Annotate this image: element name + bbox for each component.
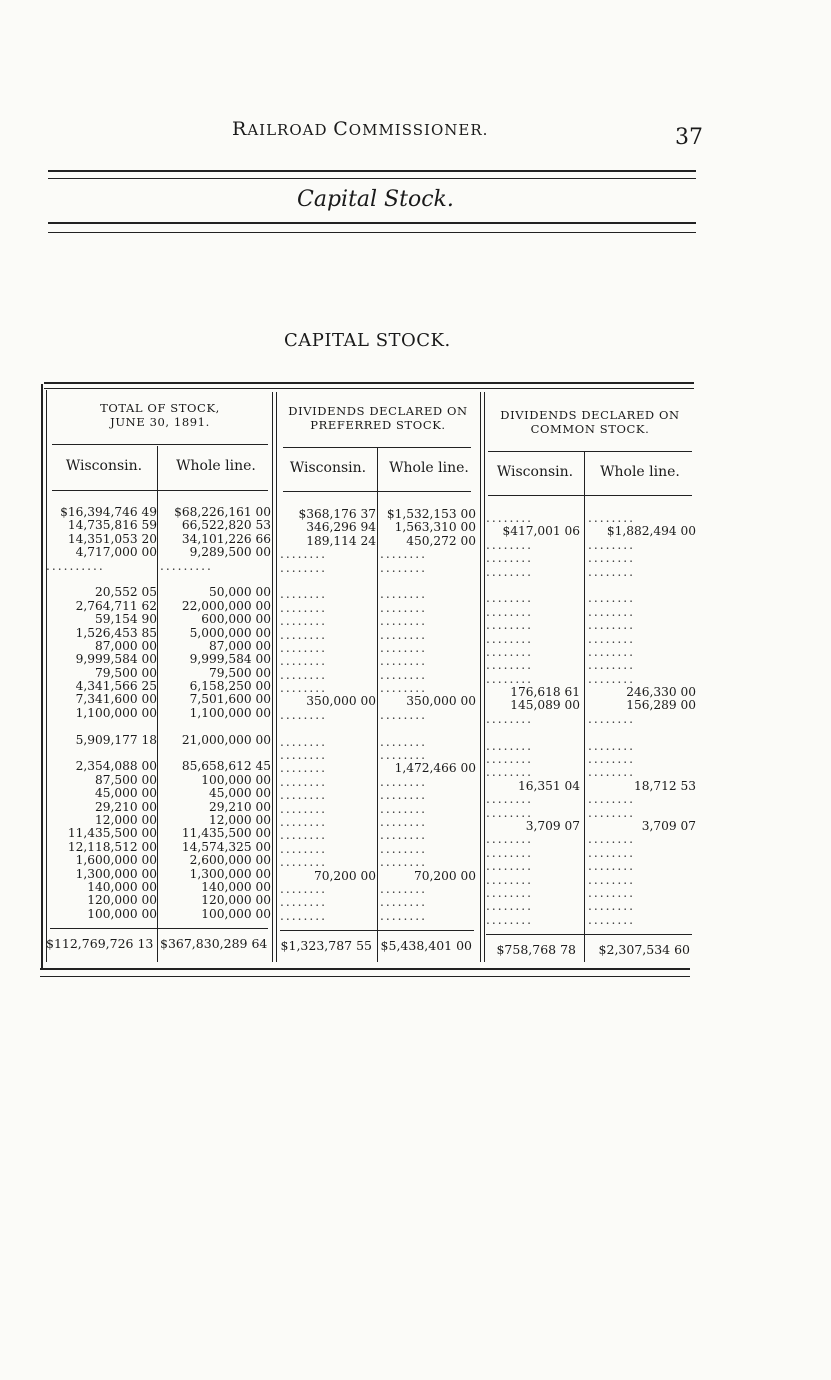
cell-c1-19: 2,354,088 00 [75, 759, 157, 774]
cell-c2-18 [160, 747, 271, 760]
cell-c6-14: 156,289 00 [626, 698, 696, 713]
top-rule [48, 170, 696, 172]
cell-c5-22: ........ [486, 805, 533, 820]
cell-c2-20: 100,000 00 [201, 772, 271, 787]
cell-c2-0: $68,226,161 00 [174, 505, 271, 519]
cell-c4-21: ........ [380, 788, 427, 803]
cell-c1-3: 4,717,000 00 [75, 545, 157, 560]
cell-c2-29: 120,000 00 [201, 893, 271, 908]
cell-c2-23: 12,000 00 [208, 812, 271, 827]
cell-c2-14: 7,501,600 00 [189, 692, 271, 707]
cell-c5-8: ........ [486, 618, 533, 633]
cell-c5-30: ........ [486, 912, 533, 927]
cell-c1-2: 14,351,053 20 [67, 531, 157, 546]
cell-c3-26: ........ [280, 855, 327, 870]
cell-c6-18: ........ [588, 752, 635, 767]
cell-c1-24: 11,435,500 00 [67, 826, 157, 841]
cell-c3-30: ........ [280, 908, 327, 923]
cell-c5-2: ........ [486, 537, 533, 552]
cell-c1-6: 20,552 05 [94, 585, 157, 600]
cell-c5-14: 145,089 00 [510, 698, 580, 713]
cell-c3-16 [280, 722, 376, 735]
cell-c3-15: ........ [280, 707, 327, 722]
cell-c2-9: 5,000,000 00 [189, 625, 271, 640]
cell-c3-0: $368,176 37 [298, 507, 376, 521]
cell-c2-8: 600,000 00 [201, 612, 271, 627]
cell-c5-0: ........ [486, 511, 533, 525]
cell-c5-10: ........ [486, 644, 533, 659]
cell-c3-5 [280, 575, 376, 588]
cell-c3-28: ........ [280, 881, 327, 896]
column-total-whole-line [160, 506, 271, 921]
cell-c5-6: ........ [486, 591, 533, 606]
group-heading-total-stock: TOTAL OF STOCK, JUNE 30, 1891. [100, 401, 220, 429]
cell-c4-29: ........ [380, 895, 427, 910]
total-wisconsin-preferred: $1,323,787 55 [280, 938, 372, 953]
column-total-wisconsin [46, 506, 157, 921]
cell-c2-25: 14,574,325 00 [181, 839, 271, 854]
cell-c3-29: ........ [280, 895, 327, 910]
cell-c6-27: ........ [588, 872, 635, 887]
cell-c1-8: 59,154 90 [94, 612, 157, 627]
cell-c3-3: ........ [280, 547, 327, 562]
cell-c6-10: ........ [588, 644, 635, 659]
cell-c1-9: 1,526,453 85 [75, 625, 157, 640]
total-wisconsin-common: $758,768 78 [496, 942, 576, 957]
column-common-whole-line [588, 512, 696, 927]
cell-c2-4: ......... [160, 558, 213, 573]
cell-c2-1: 66,522,820 53 [181, 518, 271, 533]
cell-c4-11: ........ [380, 654, 427, 669]
cell-c5-21: ........ [486, 792, 533, 807]
cell-c1-30: 100,000 00 [87, 906, 157, 921]
cell-c5-29: ........ [486, 899, 533, 914]
cell-c1-25: 12,118,512 00 [67, 839, 157, 854]
cell-c3-17: ........ [280, 734, 327, 749]
cell-c4-8: ........ [380, 614, 427, 629]
cell-c3-8: ........ [280, 614, 327, 629]
cell-c4-13: ........ [380, 681, 427, 696]
cell-c2-22: 29,210 00 [208, 799, 271, 814]
cell-c2-2: 34,101,226 66 [181, 531, 271, 546]
page-number: 37 [675, 125, 703, 150]
total-whole-line-stock: $367,830,289 64 [160, 936, 268, 951]
cell-c2-13: 6,158,250 00 [189, 679, 271, 694]
cell-c6-29: ........ [588, 899, 635, 914]
cell-c2-10: 87,000 00 [208, 638, 271, 653]
cell-c6-23: 3,709 07 [641, 818, 696, 833]
cell-c6-17: ........ [588, 738, 635, 753]
running-head-title: RAILROAD COMMISSIONER. [232, 118, 489, 140]
cell-c6-30: ........ [588, 912, 635, 927]
cell-c2-12: 79,500 00 [208, 665, 271, 680]
cell-c4-5 [380, 575, 476, 588]
cell-c3-7: ........ [280, 600, 327, 615]
cell-c1-4: .......... [46, 558, 105, 573]
cell-c1-18 [46, 747, 157, 760]
section-rule [48, 222, 696, 224]
cell-c2-11: 9,999,584 00 [189, 652, 271, 667]
cell-c3-13: ........ [280, 681, 327, 696]
cell-c5-28: ........ [486, 885, 533, 900]
table-title: CAPITAL STOCK. [284, 330, 451, 351]
cell-c4-17: ........ [380, 734, 427, 749]
cell-c1-15: 1,100,000 00 [75, 705, 157, 720]
cell-c5-16 [486, 726, 580, 739]
cell-c3-22: ........ [280, 801, 327, 816]
cell-c6-0: ........ [588, 511, 635, 525]
cell-c4-19: 1,472,466 00 [394, 761, 476, 776]
cell-c5-12: ........ [486, 671, 533, 686]
cell-c1-5 [46, 573, 157, 586]
total-wisconsin-stock: $112,769,726 13 [46, 936, 154, 951]
cell-c6-7: ........ [588, 604, 635, 619]
cell-c4-28: ........ [380, 881, 427, 896]
cell-c4-23: ........ [380, 814, 427, 829]
cell-c4-20: ........ [380, 774, 427, 789]
cell-c2-6: 50,000 00 [208, 585, 271, 600]
cell-c3-4: ........ [280, 560, 327, 575]
cell-c5-13: 176,618 61 [510, 685, 580, 700]
cell-c1-14: 7,341,600 00 [75, 692, 157, 707]
cell-c5-17: ........ [486, 738, 533, 753]
cell-c4-4: ........ [380, 560, 427, 575]
cell-c1-22: 29,210 00 [94, 799, 157, 814]
top-rule-thin [48, 178, 696, 179]
cell-c5-4: ........ [486, 564, 533, 579]
cell-c4-12: ........ [380, 667, 427, 682]
cell-c2-21: 45,000 00 [208, 786, 271, 801]
cell-c1-17: 5,909,177 18 [75, 732, 157, 747]
cell-c6-13: 246,330 00 [626, 685, 696, 700]
cell-c6-2: ........ [588, 537, 635, 552]
cell-c6-22: ........ [588, 805, 635, 820]
cell-c4-2: 450,272 00 [406, 533, 476, 548]
cell-c1-20: 87,500 00 [94, 772, 157, 787]
cell-c3-19: ........ [280, 761, 327, 776]
cell-c5-27: ........ [486, 872, 533, 887]
cell-c4-26: ........ [380, 855, 427, 870]
cell-c4-6: ........ [380, 587, 427, 602]
cell-c4-14: 350,000 00 [406, 694, 476, 709]
cell-c3-27: 70,200 00 [313, 868, 376, 883]
section-rule-thin [48, 232, 696, 233]
cell-c1-29: 120,000 00 [87, 893, 157, 908]
cell-c6-3: ........ [588, 551, 635, 566]
cell-c5-9: ........ [486, 631, 533, 646]
cell-c5-5 [486, 579, 580, 592]
cell-c2-16 [160, 720, 271, 733]
cell-c4-9: ........ [380, 627, 427, 642]
cell-c1-26: 1,600,000 00 [75, 853, 157, 868]
cell-c1-27: 1,300,000 00 [75, 866, 157, 881]
cell-c5-20: 16,351 04 [517, 778, 580, 793]
cell-c5-25: ........ [486, 845, 533, 860]
cell-c2-27: 1,300,000 00 [189, 866, 271, 881]
subhead-whole-line-preferred: Whole line. [389, 460, 469, 476]
cell-c6-11: ........ [588, 658, 635, 673]
subhead-whole-line-common: Whole line. [600, 464, 680, 480]
cell-c6-1: $1,882,494 00 [606, 524, 696, 539]
cell-c2-7: 22,000,000 00 [181, 598, 271, 613]
cell-c4-24: ........ [380, 828, 427, 843]
cell-c5-15: ........ [486, 711, 533, 726]
cell-c3-24: ........ [280, 828, 327, 843]
cell-c3-10: ........ [280, 640, 327, 655]
cell-c3-1: 346,296 94 [306, 520, 376, 535]
cell-c3-21: ........ [280, 788, 327, 803]
cell-c6-19: ........ [588, 765, 635, 780]
cell-c3-11: ........ [280, 654, 327, 669]
cell-c6-6: ........ [588, 591, 635, 606]
cell-c6-24: ........ [588, 832, 635, 847]
cell-c6-4: ........ [588, 564, 635, 579]
cell-c3-14: 350,000 00 [306, 694, 376, 709]
cell-c4-3: ........ [380, 547, 427, 562]
cell-c1-7: 2,764,711 62 [75, 598, 157, 613]
cell-c1-11: 9,999,584 00 [75, 652, 157, 667]
cell-c6-16 [588, 726, 696, 739]
cell-c4-22: ........ [380, 801, 427, 816]
cell-c4-16 [380, 722, 476, 735]
cell-c4-1: 1,563,310 00 [394, 520, 476, 535]
cell-c5-1: $417,001 06 [502, 524, 580, 539]
cell-c6-15: ........ [588, 711, 635, 726]
cell-c5-3: ........ [486, 551, 533, 566]
cell-c1-13: 4,341,566 25 [75, 679, 157, 694]
section-title: Capital Stock. [297, 187, 454, 212]
cell-c5-24: ........ [486, 832, 533, 847]
cell-c6-28: ........ [588, 885, 635, 900]
total-whole-line-common: $2,307,534 60 [598, 942, 690, 957]
cell-c5-18: ........ [486, 752, 533, 767]
subhead-whole-line-total: Whole line. [176, 458, 256, 474]
group-heading-preferred-dividends: DIVIDENDS DECLARED ON PREFERRED STOCK. [288, 404, 468, 432]
subhead-wisconsin-total: Wisconsin. [65, 458, 143, 474]
cell-c5-7: ........ [486, 604, 533, 619]
cell-c2-30: 100,000 00 [201, 906, 271, 921]
cell-c4-27: 70,200 00 [413, 868, 476, 883]
cell-c5-26: ........ [486, 859, 533, 874]
column-preferred-whole-line [380, 508, 476, 923]
cell-c4-7: ........ [380, 600, 427, 615]
cell-c6-21: ........ [588, 792, 635, 807]
cell-c6-8: ........ [588, 618, 635, 633]
cell-c2-26: 2,600,000 00 [189, 853, 271, 868]
cell-c1-0: $16,394,746 49 [60, 505, 157, 519]
cell-c2-15: 1,100,000 00 [189, 705, 271, 720]
cell-c6-26: ........ [588, 859, 635, 874]
cell-c3-25: ........ [280, 841, 327, 856]
column-preferred-wisconsin [280, 508, 376, 923]
cell-c5-23: 3,709 07 [525, 818, 580, 833]
cell-c1-16 [46, 720, 157, 733]
cell-c3-2: 189,114 24 [306, 533, 376, 548]
cell-c4-25: ........ [380, 841, 427, 856]
cell-c2-3: 9,289,500 00 [189, 545, 271, 560]
cell-c6-12: ........ [588, 671, 635, 686]
total-whole-line-preferred: $5,438,401 00 [380, 938, 472, 953]
cell-c4-30: ........ [380, 908, 427, 923]
cell-c2-24: 11,435,500 00 [181, 826, 271, 841]
cell-c4-15: ........ [380, 707, 427, 722]
cell-c4-0: $1,532,153 00 [386, 507, 476, 521]
cell-c2-17: 21,000,000 00 [181, 732, 271, 747]
cell-c2-19: 85,658,612 45 [181, 759, 271, 774]
cell-c1-21: 45,000 00 [94, 786, 157, 801]
column-common-wisconsin [486, 512, 580, 927]
cell-c1-23: 12,000 00 [94, 812, 157, 827]
cell-c5-11: ........ [486, 658, 533, 673]
subhead-wisconsin-preferred: Wisconsin. [289, 460, 367, 476]
cell-c5-19: ........ [486, 765, 533, 780]
cell-c6-25: ........ [588, 845, 635, 860]
cell-c2-28: 140,000 00 [201, 879, 271, 894]
cell-c1-1: 14,735,816 59 [67, 518, 157, 533]
cell-c1-12: 79,500 00 [94, 665, 157, 680]
cell-c2-5 [160, 573, 271, 586]
cell-c6-5 [588, 579, 696, 592]
cell-c1-28: 140,000 00 [87, 879, 157, 894]
cell-c3-18: ........ [280, 748, 327, 763]
cell-c3-6: ........ [280, 587, 327, 602]
cell-c3-12: ........ [280, 667, 327, 682]
cell-c4-10: ........ [380, 640, 427, 655]
cell-c1-10: 87,000 00 [94, 638, 157, 653]
group-heading-common-dividends: DIVIDENDS DECLARED ON COMMON STOCK. [500, 408, 680, 436]
cell-c3-9: ........ [280, 627, 327, 642]
cell-c6-9: ........ [588, 631, 635, 646]
cell-c3-20: ........ [280, 774, 327, 789]
subhead-wisconsin-common: Wisconsin. [496, 464, 574, 480]
cell-c3-23: ........ [280, 814, 327, 829]
cell-c4-18: ........ [380, 748, 427, 763]
cell-c6-20: 18,712 53 [633, 778, 696, 793]
